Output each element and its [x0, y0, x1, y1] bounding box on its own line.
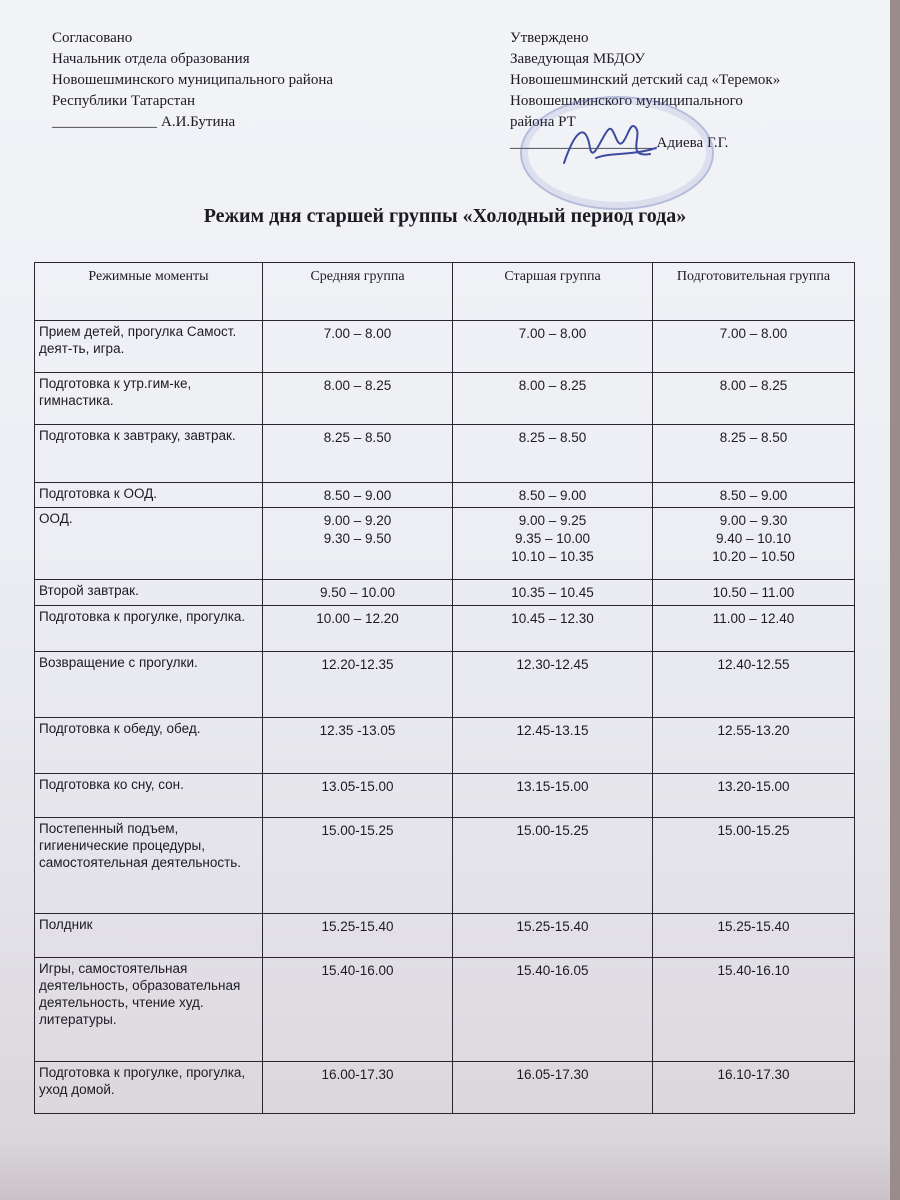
time-slot: 9.00 – 9.25	[518, 513, 587, 528]
kindergarten-district: Новошешминского муниципального	[510, 93, 743, 109]
time-slot: 10.20 – 10.50	[712, 549, 795, 564]
time-cell-senior: 12.30-12.45	[453, 652, 653, 718]
activity-cell: Подготовка к завтраку, завтрак.	[35, 425, 263, 483]
activity-cell: Подготовка к прогулке, прогулка.	[35, 606, 263, 652]
time-cell-prep: 12.40-12.55	[653, 652, 855, 718]
table-row	[35, 508, 855, 580]
page-title: Режим дня старшей группы «Холодный период года»	[203, 205, 687, 227]
table-header-row	[35, 263, 855, 321]
time-cell-prep: 15.40-16.10	[653, 958, 855, 1062]
approval-heading: Согласовано	[52, 30, 133, 46]
column-header-prep-group: Подготовительная группа	[653, 263, 855, 321]
approver-position: Начальник отдела образования	[52, 51, 250, 67]
table-row	[35, 373, 855, 425]
kindergarten-region: района РТ	[510, 114, 576, 130]
time-cell-middle: 7.00 – 8.00	[263, 321, 453, 373]
head-position: Заведующая МБДОУ	[510, 51, 646, 67]
table-row	[35, 818, 855, 914]
activity-cell: Постепенный подъем, гигиенические процедуры, самостоятельная деятельность.	[35, 818, 263, 914]
approver-district: Новошешминского муниципального района	[52, 72, 334, 88]
time-slot: 9.35 – 10.00	[514, 531, 591, 546]
time-cell-middle: 12.20-12.35	[263, 652, 453, 718]
activity-cell: Подготовка к ООД.	[35, 483, 263, 508]
time-cell-senior: 10.45 – 12.30	[453, 606, 653, 652]
time-cell-senior: 15.40-16.05	[453, 958, 653, 1062]
table-row	[35, 914, 855, 958]
table-row	[35, 774, 855, 818]
approval-block-right	[510, 28, 880, 154]
schedule-table	[34, 262, 855, 1114]
time-cell-senior: 10.35 – 10.45	[453, 580, 653, 606]
activity-cell: Прием детей, прогулка Самост. деят-ть, игра.	[35, 321, 263, 373]
time-cell-senior: 8.50 – 9.00	[453, 483, 653, 508]
time-slot: 9.30 – 9.50	[323, 531, 392, 546]
time-slot: 10.10 – 10.35	[511, 549, 594, 564]
table-row	[35, 321, 855, 373]
head-signature-line	[510, 133, 880, 154]
column-header-activity: Режимные моменты	[35, 263, 263, 321]
activity-cell: ООД.	[35, 508, 263, 580]
time-cell-middle: 13.05-15.00	[263, 774, 453, 818]
time-cell-prep: 7.00 – 8.00	[653, 321, 855, 373]
table-row	[35, 718, 855, 774]
activity-cell: Подготовка к утр.гим-ке, гимнастика.	[35, 373, 263, 425]
time-cell-prep: 11.00 – 12.40	[653, 606, 855, 652]
time-cell-middle: 8.00 – 8.25	[263, 373, 453, 425]
time-cell-middle: 12.35 -13.05	[263, 718, 453, 774]
time-cell-prep	[653, 508, 855, 580]
time-cell-middle: 15.40-16.00	[263, 958, 453, 1062]
table-row	[35, 652, 855, 718]
time-cell-prep: 15.25-15.40	[653, 914, 855, 958]
activity-cell: Второй завтрак.	[35, 580, 263, 606]
activity-cell: Подготовка ко сну, сон.	[35, 774, 263, 818]
time-cell-senior: 16.05-17.30	[453, 1062, 653, 1114]
time-cell-prep: 13.20-15.00	[653, 774, 855, 818]
activity-cell: Возвращение с прогулки.	[35, 652, 263, 718]
time-cell-middle	[263, 508, 453, 580]
activity-cell: Подготовка к прогулке, прогулка, уход домой.	[35, 1062, 263, 1114]
time-cell-middle: 10.00 – 12.20	[263, 606, 453, 652]
table-row	[35, 483, 855, 508]
time-cell-middle: 15.25-15.40	[263, 914, 453, 958]
column-header-senior-group: Старшая группа	[453, 263, 653, 321]
time-cell-middle: 16.00-17.30	[263, 1062, 453, 1114]
activity-cell: Игры, самостоятельная деятельность, образовательная деятельность, чтение худ. литературы.	[35, 958, 263, 1062]
time-cell-prep: 8.25 – 8.50	[653, 425, 855, 483]
time-cell-middle: 8.50 – 9.00	[263, 483, 453, 508]
time-cell-senior	[453, 508, 653, 580]
time-cell-prep: 16.10-17.30	[653, 1062, 855, 1114]
approved-heading: Утверждено	[510, 30, 589, 46]
approver-name: А.И.Бутина	[161, 114, 236, 130]
table-row	[35, 958, 855, 1062]
time-cell-senior: 15.00-15.25	[453, 818, 653, 914]
time-cell-prep: 12.55-13.20	[653, 718, 855, 774]
activity-cell: Полдник	[35, 914, 263, 958]
approver-signature-line	[52, 112, 432, 133]
signature-blank: ______________	[52, 114, 157, 130]
table-row	[35, 606, 855, 652]
signature-blank: ___________________	[510, 135, 653, 151]
time-cell-middle: 8.25 – 8.50	[263, 425, 453, 483]
time-cell-senior: 8.25 – 8.50	[453, 425, 653, 483]
time-slot: 9.40 – 10.10	[715, 531, 792, 546]
kindergarten-name: Новошешминский детский сад «Теремок»	[510, 72, 781, 88]
approval-block-left	[52, 28, 432, 133]
activity-cell: Подготовка к обеду, обед.	[35, 718, 263, 774]
table-row	[35, 580, 855, 606]
time-cell-prep: 10.50 – 11.00	[653, 580, 855, 606]
time-cell-senior: 12.45-13.15	[453, 718, 653, 774]
time-slot: 9.00 – 9.20	[323, 513, 392, 528]
head-name: Адиева Г.Г.	[656, 135, 729, 151]
time-cell-senior: 15.25-15.40	[453, 914, 653, 958]
time-cell-middle: 15.00-15.25	[263, 818, 453, 914]
time-slot: 9.00 – 9.30	[719, 513, 788, 528]
table-row	[35, 425, 855, 483]
time-cell-middle: 9.50 – 10.00	[263, 580, 453, 606]
time-cell-senior: 13.15-15.00	[453, 774, 653, 818]
approver-republic: Республики Татарстан	[52, 93, 196, 109]
time-cell-senior: 7.00 – 8.00	[453, 321, 653, 373]
time-cell-prep: 8.00 – 8.25	[653, 373, 855, 425]
paper-shadow	[0, 1140, 890, 1200]
time-cell-senior: 8.00 – 8.25	[453, 373, 653, 425]
time-cell-prep: 8.50 – 9.00	[653, 483, 855, 508]
time-cell-prep: 15.00-15.25	[653, 818, 855, 914]
column-header-middle-group: Средняя группа	[263, 263, 453, 321]
table-row	[35, 1062, 855, 1114]
